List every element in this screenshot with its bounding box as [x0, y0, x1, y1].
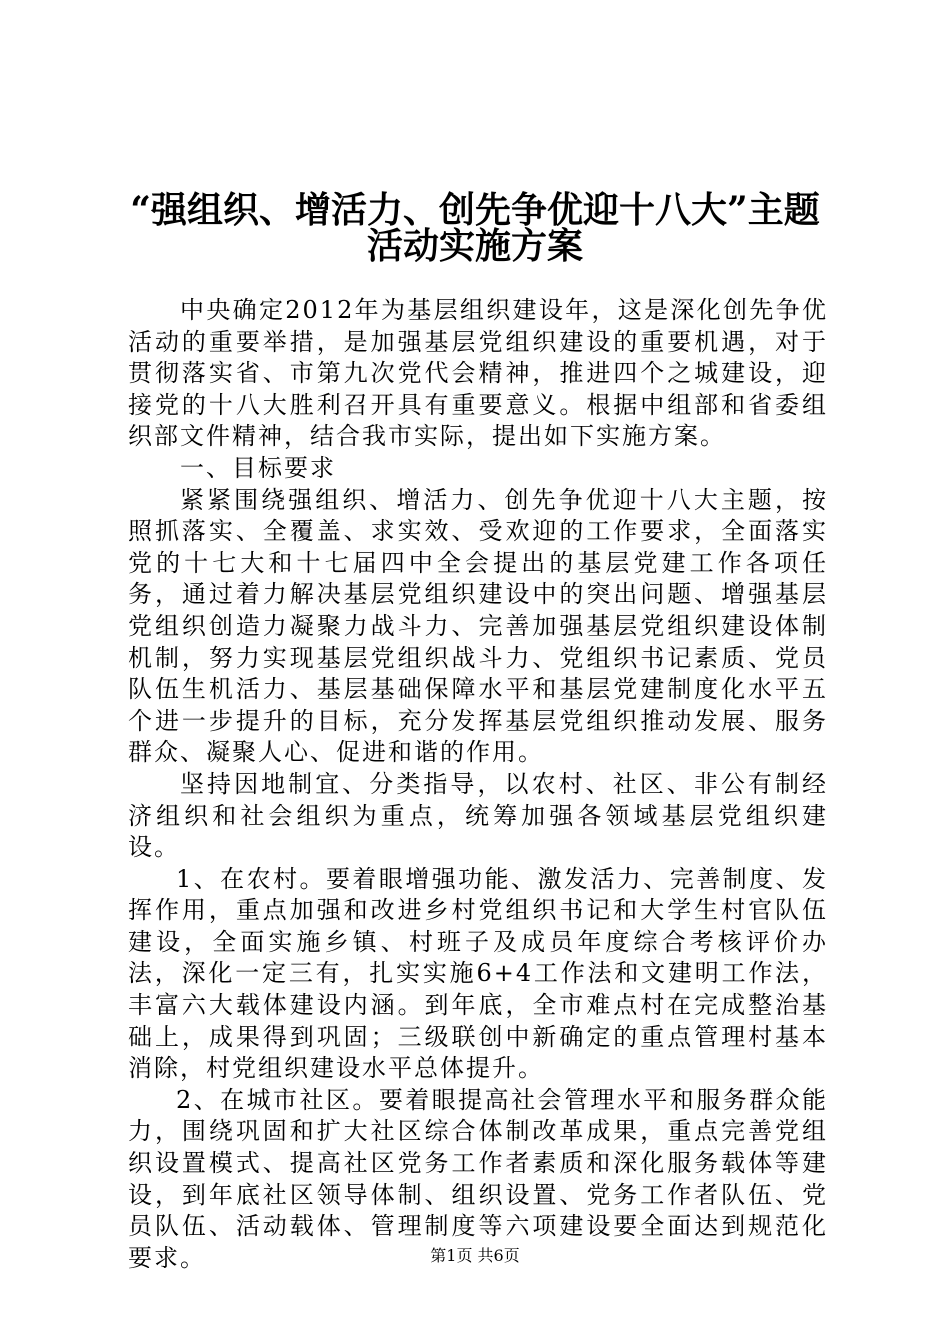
page-footer: 第1页 共6页 [430, 1246, 520, 1265]
document-title-line-2: 活动实施方案 [366, 225, 583, 267]
document-title-line-1: “强组织、增活力、创先争优迎十八大”主题 [130, 189, 820, 231]
document-body [128, 295, 828, 1274]
paragraph-urban-community: 2、在城市社区。要着眼提高社会管理水平和服务群众能力，围绕巩固和扩大社区综合体制改革成果，重点完善党组织设置模式、提高社区党务工作者素质和深化服务载体等建设，到年底社区领导体制、组织设置、党务工作者队伍、党员队伍、活动载体、管理制度等六项建设要全面达到规范化要求。 [128, 1085, 828, 1272]
paragraph-principle: 坚持因地制宜、分类指导，以农村、社区、非公有制经济组织和社会组织为重点，统筹加强各领域基层党组织建设。 [128, 769, 828, 862]
paragraph-rural: 1、在农村。要着眼增强功能、激发活力、完善制度、发挥作用，重点加强和改进乡村党组织书记和大学生村官队伍建设，全面实施乡镇、村班子及成员年度综合考核评价办法，深化一定三有，扎实实施6+4工作法和文建明工作法，丰富六大载体建设内涵。到年底，全市难点村在完成整治基础上，成果得到巩固；三级联创中新确定的重点管理村基本消除，村党组织建设水平总体提升。 [128, 864, 828, 1083]
paragraph-goals: 紧紧围绕强组织、增活力、创先争优迎十八大主题，按照抓落实、全覆盖、求实效、受欢迎的工作要求，全面落实党的十七大和十七届四中全会提出的基层党建工作各项任务，通过着力解决基层党组织建设中的突出问题、增强基层党组织创造力凝聚力战斗力、完善加强基层党组织建设体制机制，努力实现基层党组织战斗力、党组织书记素质、党员队伍生机活力、基层基础保障水平和基层党建制度化水平五个进一步提升的目标，充分发挥基层党组织推动发展、服务群众、凝聚人心、促进和谐的作用。 [128, 485, 828, 767]
paragraph-intro: 中央确定2012年为基层组织建设年，这是深化创先争优活动的重要举措，是加强基层党组织建设的重要机遇，对于贯彻落实省、市第九次党代会精神，推进四个之城建设，迎接党的十八大胜利召开具有重要意义。根据中组部和省委组织部文件精神，结合我市实际，提出如下实施方案。 [128, 296, 828, 451]
section-heading-goals: 一、目标要求 [180, 453, 336, 482]
